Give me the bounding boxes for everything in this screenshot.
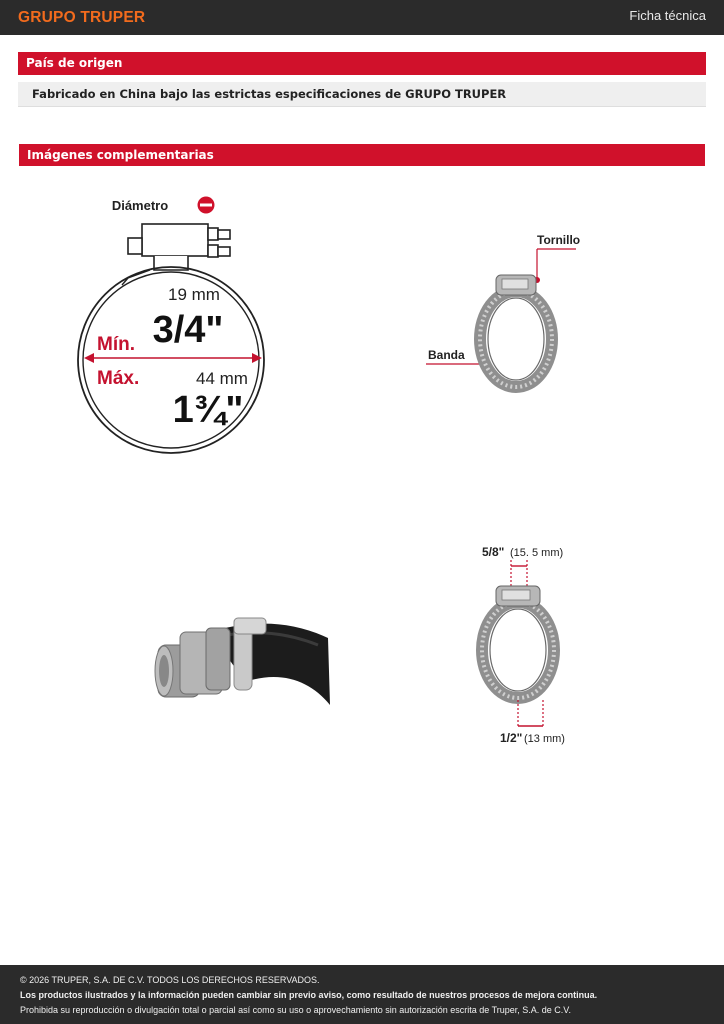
bottom-dimension-icon <box>518 700 543 728</box>
min-inches: 3/4" <box>152 309 224 351</box>
dimensions-diagram <box>470 540 590 755</box>
minus-icon <box>198 197 215 214</box>
footer-notice: Los productos ilustrados y la información pueden cambiar sin previo aviso, como resultado de nuestros procesos de mejora continua. <box>20 990 598 1000</box>
max-inches: 1¾" <box>172 389 244 431</box>
hose-clamp-icon <box>480 275 552 387</box>
origin-text: Fabricado en China bajo las estrictas especificaciones de GRUPO TRUPER <box>18 82 706 107</box>
installed-clamp-photo <box>150 600 335 710</box>
screw-label: Tornillo <box>537 233 581 247</box>
screw-leader-icon <box>534 249 576 283</box>
band-label: Banda <box>428 348 465 362</box>
top-mm: (15. 5 mm) <box>510 547 564 559</box>
footer-prohibition: Prohibida su reproducción o divulgación total o parcial así como su uso o aprovechamiento sin autorización escrita de Truper, S.A. de C.V. <box>20 1005 571 1015</box>
section-header-images: Imágenes complementarias <box>19 144 705 166</box>
top-fraction: 5/8" <box>482 545 505 559</box>
bottom-mm: (13 mm) <box>524 733 565 745</box>
section-header-origin: País de origen <box>18 52 706 75</box>
max-mm: 44 mm <box>196 369 248 388</box>
parts-diagram <box>420 225 600 400</box>
top-bar <box>0 0 724 35</box>
truper-logo: GRUPO TRUPER <box>18 9 146 26</box>
max-label: Máx. <box>97 368 140 389</box>
clamp-housing-icon <box>128 224 230 270</box>
document-title: Ficha técnica <box>629 8 706 23</box>
footer-copyright: © 2026 TRUPER, S.A. DE C.V. TODOS LOS DERECHOS RESERVADOS. <box>20 975 320 985</box>
diameter-diagram <box>70 190 285 465</box>
min-label: Mín. <box>97 334 135 355</box>
bottom-fraction: 1/2" <box>500 731 523 745</box>
diameter-title: Diámetro <box>111 198 169 213</box>
footer <box>0 965 724 1024</box>
hose-clamp-icon <box>482 586 554 698</box>
min-mm: 19 mm <box>168 285 220 304</box>
